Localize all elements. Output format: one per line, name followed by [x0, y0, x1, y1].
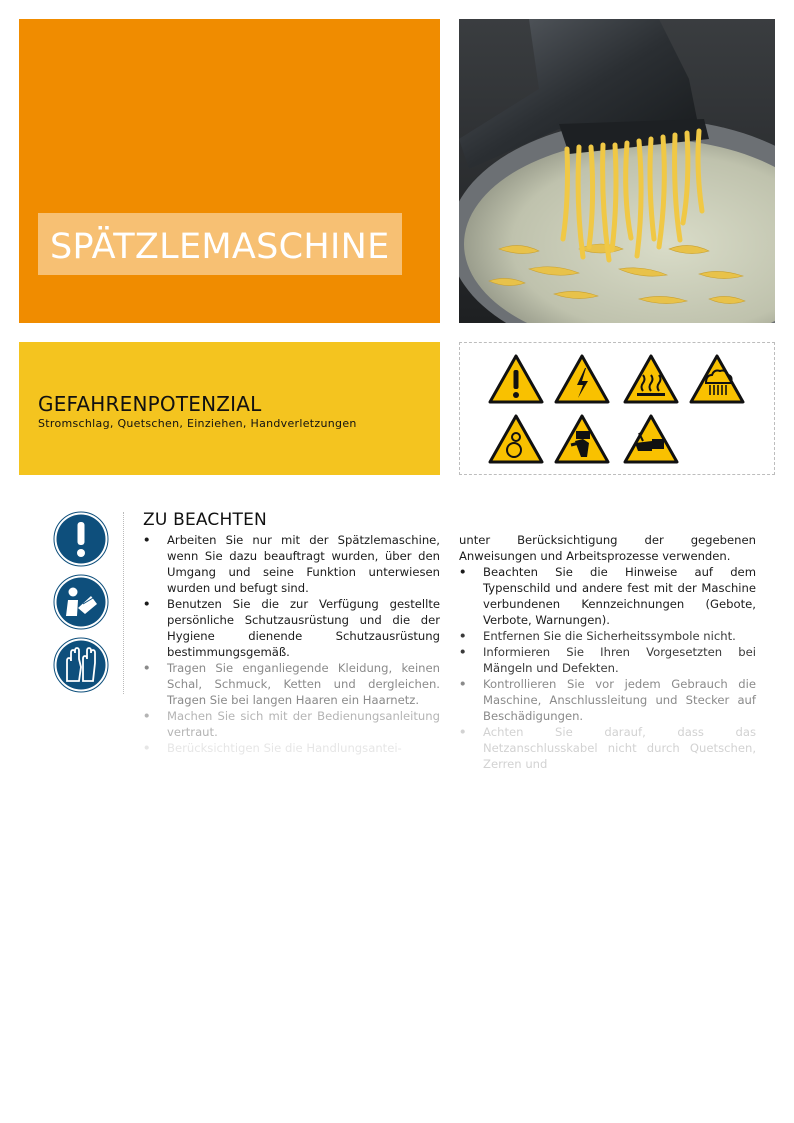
list-item: • Arbeiten Sie nur mit der Spätzlemaschine, wenn Sie dazu beauftragt wurden, über den Umgang und seine Funktion unterwiesen wurden und befugt sind. — [143, 532, 440, 596]
warning-signs-panel — [459, 342, 775, 475]
drawing-in-hand-warning-icon — [622, 413, 680, 465]
electricity-warning-icon — [553, 353, 611, 405]
hazard-title: GEFAHRENPOTENZIAL — [38, 392, 262, 416]
wear-gloves-icon — [53, 637, 109, 693]
general-warning-icon — [487, 353, 545, 405]
list-item: • Informieren Sie Ihren Vorgesetzten bei Mängeln und Defekten. — [459, 644, 756, 676]
hazard-panel — [19, 342, 440, 475]
hot-steam-warning-icon — [688, 353, 746, 405]
rotating-parts-warning-icon — [487, 413, 545, 465]
general-mandatory-icon — [53, 511, 109, 567]
list-item: • Benutzen Sie die zur Verfügung gestellte persönliche Schutzausrüstung und die der Hygiene dienende Schutzausrüstung bestimmungsgemäß. — [143, 596, 440, 660]
list-item-continuation: unter Berücksichtigung der gegebenen Anweisungen und Arbeitsprozesse verwenden. — [459, 533, 756, 563]
hot-surface-warning-icon — [622, 353, 680, 405]
list-item: • Beachten Sie die Hinweise auf dem Typenschild und andere fest mit der Maschine verbundenen Kennzeichnungen (Gebote, Verbote, Warnungen). — [459, 564, 756, 628]
spaetzle-machine-photo — [459, 19, 775, 323]
list-item: • Achten Sie darauf, dass das Netzanschlusskabel nicht durch Quetschen, Zerren und — [459, 724, 756, 772]
list-item: • Tragen Sie enganliegende Kleidung, keinen Schal, Schmuck, Ketten und dergleichen. Tragen Sie bei langen Haaren ein Haarnetz. — [143, 660, 440, 708]
list-item: • Machen Sie sich mit der Bedienungsanleitung vertraut. — [143, 708, 440, 740]
list-item: • Kontrollieren Sie vor jedem Gebrauch die Maschine, Anschlussleitung und Stecker auf Beschädigungen. — [459, 676, 756, 724]
notes-right-column — [459, 532, 756, 772]
list-item: • Berücksichtigen Sie die Handlungsantei- — [143, 740, 440, 756]
title-box — [38, 213, 402, 275]
divider — [123, 512, 124, 694]
list-item: • Entfernen Sie die Sicherheitssymbole nicht. — [459, 628, 756, 644]
notes-title: ZU BEACHTEN — [143, 510, 267, 530]
title-panel — [19, 19, 440, 323]
page-title: SPÄTZLEMASCHINE — [50, 227, 390, 267]
crushing-hand-warning-icon — [553, 413, 611, 465]
notes-left-column — [143, 532, 440, 756]
hazard-subtitle: Stromschlag, Quetschen, Einziehen, Handverletzungen — [38, 417, 357, 430]
read-manual-icon — [53, 574, 109, 630]
